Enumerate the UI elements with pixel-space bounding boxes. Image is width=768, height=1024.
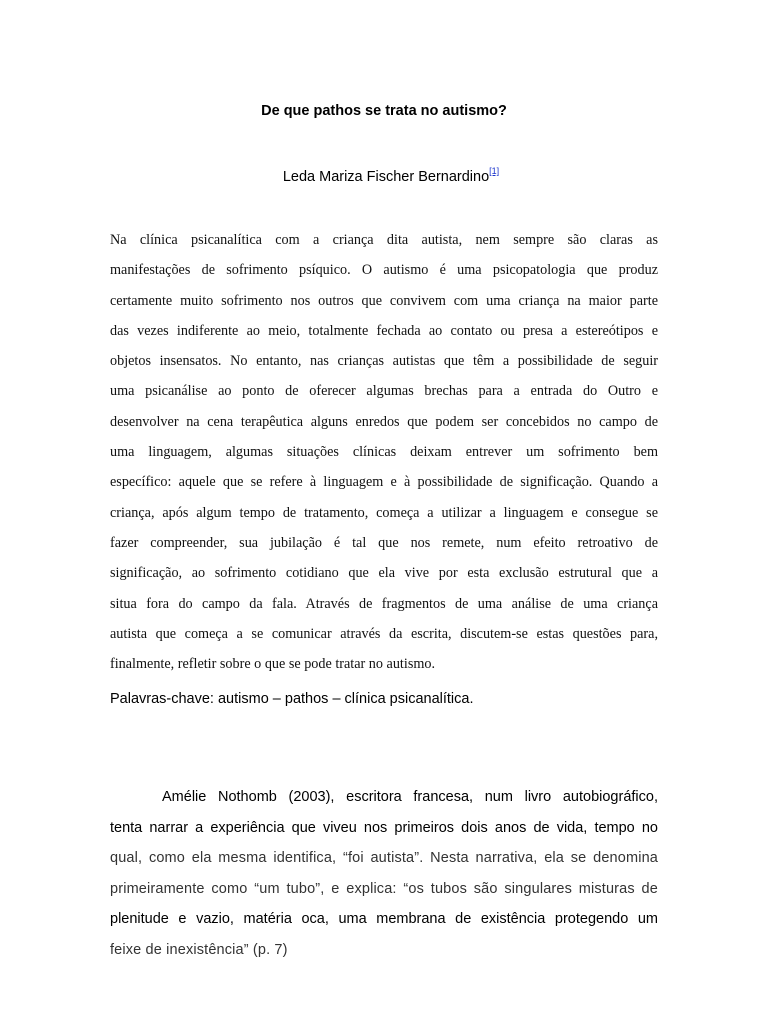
document-title: De que pathos se trata no autismo? — [261, 103, 507, 119]
abstract-line: situa fora do campo da fala. Através de fragmentos de uma análise de uma criança — [110, 595, 658, 612]
abstract-line: criança, após algum tempo de tratamento, começa a utilizar a linguagem e consegue se — [110, 504, 658, 521]
abstract-line: Na clínica psicanalítica com a criança dita autista, nem sempre são claras as — [110, 232, 658, 248]
abstract-line: uma linguagem, algumas situações clínicas deixam entrever um sofrimento bem — [110, 444, 658, 461]
abstract-line: desenvolver na cena terapêutica alguns enredos que podem ser concebidos no campo de — [110, 413, 658, 430]
body-line: primeiramente como “um tubo”, e explica: “os tubos são singulares misturas de — [110, 880, 658, 897]
body-line: qual, como ela mesma identifica, “foi autista”. Nesta narrativa, ela se denomina — [110, 850, 658, 867]
body-line: plenitude e vazio, matéria oca, uma membrana de existência protegendo um — [110, 911, 658, 928]
keywords: Palavras-chave: autismo – pathos – clínica psicanalítica. — [110, 691, 474, 707]
footnote-link[interactable]: [1] — [489, 166, 500, 176]
author-name: Leda Mariza Fischer Bernardino — [282, 169, 490, 185]
abstract-line: fazer compreender, sua jubilação é tal que nos remete, num efeito retroativo de — [110, 534, 658, 551]
abstract-line: uma psicanálise ao ponto de oferecer algumas brechas para a entrada do Outro e — [110, 383, 658, 400]
abstract-line: autista que começa a se comunicar através da escrita, discutem-se estas questões para, — [110, 625, 658, 642]
body-paragraph — [110, 782, 658, 966]
abstract-line: finalmente, refletir sobre o que se pode tratar no autismo. — [110, 656, 436, 673]
abstract-line: específico: aquele que se refere à linguagem e à possibilidade de significação. Quando a — [110, 474, 658, 491]
body-line: feixe de inexistência” (p. 7) — [110, 941, 288, 958]
body-line: Amélie Nothomb (2003), escritora francesa, num livro autobiográfico, — [162, 789, 658, 805]
abstract-line: das vezes indiferente ao meio, totalmente fechada ao contato ou presa a estereótipos e — [110, 322, 658, 339]
abstract-line: manifestações de sofrimento psíquico. O autismo é uma psicopatologia que produz — [110, 262, 658, 279]
author-line — [0, 166, 768, 185]
abstract-line: objetos insensatos. No entanto, nas crianças autistas que têm a possibilidade de seguir — [110, 353, 658, 370]
abstract — [110, 225, 658, 679]
body-line: tenta narrar a experiência que viveu nos primeiros dois anos de vida, tempo no — [110, 819, 658, 836]
abstract-line: certamente muito sofrimento nos outros que convivem com uma criança na maior parte — [110, 292, 658, 309]
abstract-line: significação, ao sofrimento cotidiano que ela vive por esta exclusão estrutural que a — [110, 565, 658, 582]
